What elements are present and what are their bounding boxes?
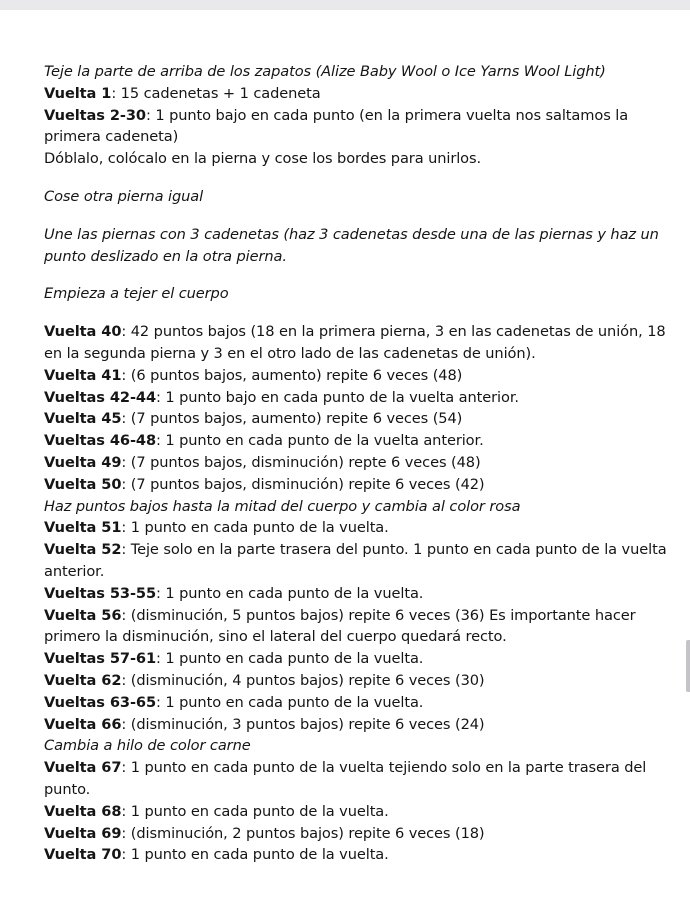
instruction-row-68 (44, 801, 670, 823)
row-text: : (7 puntos bajos, disminución) repite 6 veces (42) (121, 475, 485, 493)
instruction-row-66 (44, 714, 670, 736)
section-heading-shoes: Teje la parte de arriba de los zapatos (Alize Baby Wool o Ice Yarns Wool Light) (44, 63, 606, 80)
instruction-row-63-65 (44, 692, 670, 714)
row-text: : 1 punto bajo en cada punto (en la primera vuelta nos saltamos la primera cadeneta) (44, 106, 629, 146)
instruction-row-1 (44, 83, 670, 105)
instruction-row-45 (44, 408, 670, 430)
row-text: : 1 punto en cada punto de la vuelta. (121, 802, 389, 820)
row-text: : 1 punto en cada punto de la vuelta. (121, 519, 389, 537)
row-text: : 1 punto bajo en cada punto de la vuelta anterior. (156, 388, 519, 406)
instruction-row-51 (44, 517, 670, 539)
row-label: Vuelta 49 (44, 453, 122, 471)
instruction-row-52 (44, 539, 670, 583)
row-label: Vuelta 50 (44, 475, 122, 493)
row-text: : 1 punto en cada punto de la vuelta. (156, 650, 424, 668)
row-label: Vueltas 63-65 (44, 693, 157, 711)
instruction-row-70 (44, 844, 670, 866)
row-label: Vueltas 42-44 (44, 388, 157, 406)
row-text: : 1 punto en cada punto de la vuelta tejiendo solo en la parte trasera del punto. (44, 759, 647, 798)
document-page (0, 10, 690, 897)
row-label: Vuelta 67 (44, 759, 122, 777)
section-note-skin-color: Cambia a hilo de color carne (44, 737, 251, 755)
instruction-row-2-30 (44, 105, 670, 149)
instruction-row-40 (44, 321, 670, 365)
row-text: : 1 punto en cada punto de la vuelta. (156, 584, 424, 602)
row-label: Vuelta 68 (44, 802, 122, 820)
section-heading-body: Empieza a tejer el cuerpo (44, 285, 229, 303)
row-text: : 42 puntos bajos (18 en la primera pierna, 3 en las cadenetas de unión, 18 en la segunda pierna y 3 en el otro lado de las cadenetas de unión). (44, 323, 666, 362)
row-text: : (6 puntos bajos, aumento) repite 6 veces (48) (121, 366, 463, 384)
row-text: : (disminución, 5 puntos bajos) repite 6 veces (36) Es importante hacer primero la disminución, sino el lateral del cuerpo quedará recto. (44, 606, 636, 646)
instruction-row-50 (44, 474, 670, 496)
row-label: Vuelta 56 (44, 606, 122, 624)
row-text: : Teje solo en la parte trasera del punto. 1 punto en cada punto de la vuelta anterior. (44, 541, 667, 580)
row-label: Vuelta 69 (44, 824, 122, 842)
instruction-row-49 (44, 452, 670, 474)
row-text: : 15 cadenetas + 1 cadeneta (111, 84, 321, 102)
instruction-row-46-48 (44, 430, 670, 452)
page-edge-handle[interactable] (686, 640, 690, 692)
instruction-row-41 (44, 365, 670, 387)
instruction-row-42-44 (44, 387, 670, 409)
row-text: : (disminución, 3 puntos bajos) repite 6 veces (24) (121, 715, 485, 733)
section-note-color-change: Haz puntos bajos hasta la mitad del cuerpo y cambia al color rosa (44, 497, 521, 515)
section-note-join-legs: Une las piernas con 3 cadenetas (haz 3 cadenetas desde una de las piernas y haz un punto deslizado en la otra pierna. (44, 225, 659, 265)
row-label: Vuelta 45 (44, 410, 122, 428)
row-label: Vuelta 40 (44, 323, 122, 341)
instruction-row-57-61 (44, 648, 670, 670)
instruction-row-56 (44, 605, 670, 649)
row-label: Vueltas 2-30 (44, 106, 146, 124)
row-label: Vuelta 52 (44, 541, 122, 559)
row-text: : 1 punto en cada punto de la vuelta. (156, 693, 424, 711)
instruction-row-53-55 (44, 583, 670, 605)
row-text: : 1 punto en cada punto de la vuelta anterior. (156, 432, 484, 450)
row-label: Vueltas 57-61 (44, 650, 157, 668)
row-label: Vuelta 62 (44, 671, 122, 689)
instruction-text: Dóblalo, colócalo en la pierna y cose los bordes para unirlos. (44, 150, 482, 168)
row-text: : (7 puntos bajos, aumento) repite 6 veces (54) (121, 410, 463, 428)
row-text: : 1 punto en cada punto de la vuelta. (121, 846, 389, 864)
row-text: : (disminución, 2 puntos bajos) repite 6 veces (18) (121, 824, 485, 842)
row-label: Vuelta 41 (44, 366, 122, 384)
row-label: Vuelta 70 (44, 846, 122, 864)
instruction-row-69 (44, 823, 670, 845)
section-heading-other-leg: Cose otra pierna igual (44, 187, 204, 205)
row-label: Vuelta 51 (44, 519, 122, 537)
row-text: : (7 puntos bajos, disminución) repte 6 veces (48) (121, 453, 481, 471)
instruction-row-67 (44, 757, 670, 801)
row-label: Vueltas 46-48 (44, 432, 157, 450)
row-label: Vueltas 53-55 (44, 584, 157, 602)
pattern-text (44, 61, 670, 866)
row-label: Vuelta 66 (44, 715, 122, 733)
instruction-row-62 (44, 670, 670, 692)
row-text: : (disminución, 4 puntos bajos) repite 6 veces (30) (121, 671, 485, 689)
row-label: Vuelta 1 (44, 84, 112, 102)
